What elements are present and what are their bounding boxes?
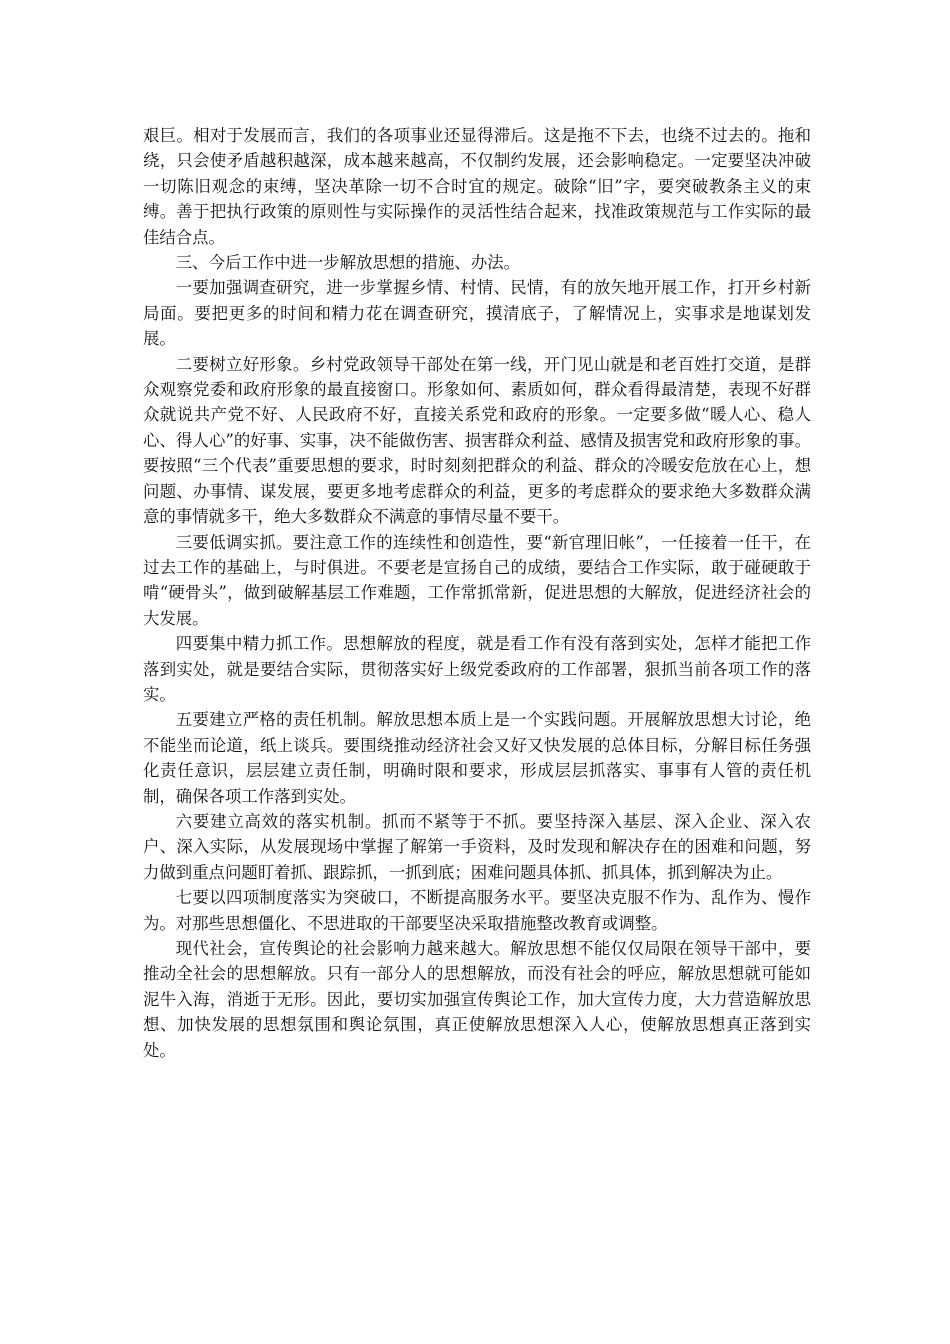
paragraph-continuation: 艰巨。相对于发展而言，我们的各项事业还显得滞后。这是拖不下去，也绕不过去的。拖和绕，只会使矛盾越积越深，成本越来越高，不仅制约发展，还会影响稳定。一定要坚决冲破一切陈旧观念的束缚，坚决革除一切不合时宜的规定。破除“旧”字，要突破教条主义的束缚。善于把执行政策的原则性与实际操作的灵活性结合起来，找准政策规范与工作实际的最佳结合点。 — [143, 126, 811, 247]
paragraph-implementation: 六要建立高效的落实机制。抓而不紧等于不抓。要坚持深入基层、深入企业、深入农户、深入实际，从发展现场中掌握了解第一手资料，及时发现和解决存在的困难和问题，努力做到重点问题盯着抓、跟踪抓，一抓到底；困难问题具体抓、抓具体，抓到解决为止。 — [143, 811, 811, 882]
paragraph-publicity: 现代社会，宣传舆论的社会影响力越来越大。解放思想不能仅仅局限在领导干部中，要推动全社会的思想解放。只有一部分人的思想解放，而没有社会的呼应，解放思想就可能如泥牛入海，消逝于无形。因此，要切实加强宣传舆论工作，加大宣传力度，大力营造解放思想、加快发展的思想氛围和舆论氛围，真正使解放思想深入人心，使解放思想真正落到实处。 — [143, 939, 811, 1060]
paragraph-focus: 四要集中精力抓工作。思想解放的程度，就是看工作有没有落到实处，怎样才能把工作落到实处，就是要结合实际，贯彻落实好上级党委政府的工作部署，狠抓当前各项工作的落实。 — [143, 634, 811, 704]
paragraph-image: 二要树立好形象。乡村党政领导干部处在第一线，开门见山就是和老百姓打交道，是群众观察党委和政府形象的最直接窗口。形象如何、素质如何，群众看得最清楚，表现不好群众就说共产党不好、人民政府不好，直接关系党和政府的形象。一定要多做“暖人心、稳人心、得人心”的好事、实事，决不能做伤害、损害群众利益、感情及损害党和政府形象的事。要按照“三个代表”重要思想的要求，时时刻刻把群众的利益、群众的冷暖安危放在心上，想问题、办事情、谋发展，要更多地考虑群众的利益，更多的考虑群众的要求绝大多数群众满意的事情就多干，绝大多数群众不满意的事情尽量不要干。 — [143, 354, 811, 527]
section-heading-3: 三、今后工作中进一步解放思想的措施、办法。 — [175, 253, 520, 273]
paragraph-responsibility: 五要建立严格的责任机制。解放思想本质上是一个实践问题。开展解放思想大讨论，绝不能坐而论道，纸上谈兵。要围绕推动经济社会又好又快发展的总体目标，分解目标任务强化责任意识，层层建立责任制，明确时限和要求，形成层层抓落实、事事有人管的责任机制，确保各项工作落到实处。 — [143, 710, 811, 806]
paragraph-investigation: 一要加强调查研究，进一步掌握乡情、村情、民情，有的放矢地开展工作，打开乡村新局面。要把更多的时间和精力花在调查研究，摸清底子，了解情况上，实事求是地谋划发展。 — [143, 278, 811, 349]
paragraph-low-key: 三要低调实抓。要注意工作的连续性和创造性，要“新官理旧帐”，一任接着一任干，在过去工作的基础上，与时俱进。不要老是宣扬自己的成绩，要结合工作实际，敢于碰硬敢于啃“硬骨头”，做到破解基层工作难题，工作常抓常新，促进思想的大解放，促进经济社会的大发展。 — [143, 532, 811, 628]
document-body — [143, 123, 811, 1063]
paragraph-four-systems: 七要以四项制度落实为突破口，不断提高服务水平。要坚决克服不作为、乱作为、慢作为。对那些思想僵化、不思进取的干部要坚决采取措施整改教育或调整。 — [143, 888, 811, 933]
